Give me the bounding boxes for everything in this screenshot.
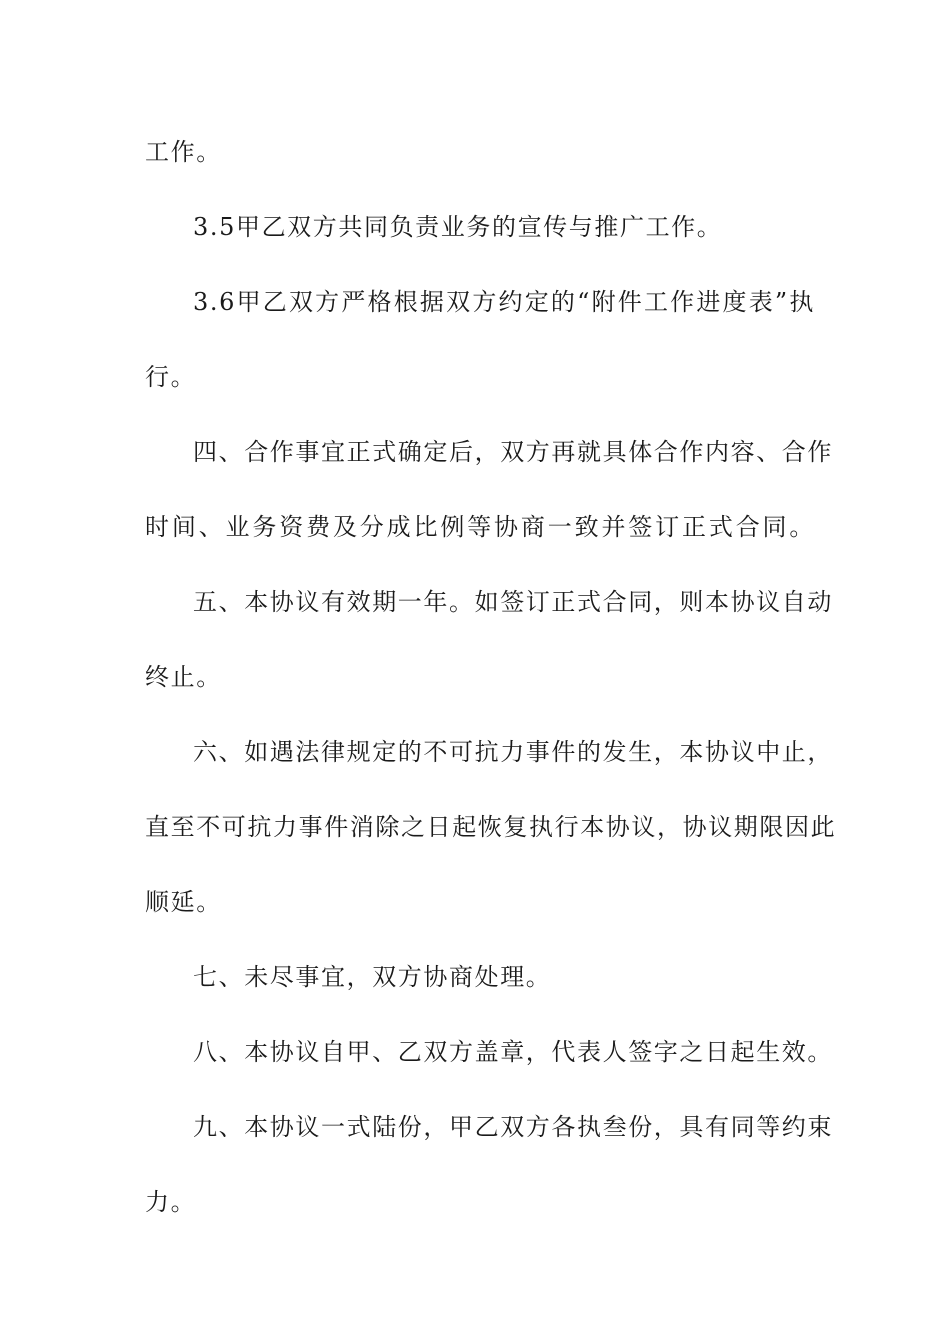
text-line: 直至不可抗力事件消除之日起恢复执行本协议，协议期限因此 <box>145 813 837 841</box>
text-line: 五、本协议有效期一年。如签订正式合同，则本协议自动 <box>193 588 833 616</box>
text-line: 九、本协议一式陆份，甲乙双方各执叁份，具有同等约束 <box>193 1113 833 1141</box>
text-line: 八、本协议自甲、乙双方盖章，代表人签字之日起生效。 <box>193 1038 833 1066</box>
text-line: 六、如遇法律规定的不可抗力事件的发生，本协议中止， <box>193 738 833 766</box>
text-line: 行。 <box>145 363 197 391</box>
text-line: 3.6甲乙双方严格根据双方约定的“附件工作进度表”执 <box>193 288 815 316</box>
text-line: 力。 <box>145 1188 197 1216</box>
text-line: 时间、业务资费及分成比例等协商一致并签订正式合同。 <box>145 513 815 541</box>
text-line: 顺延。 <box>145 888 222 916</box>
text-line: 终止。 <box>145 663 222 691</box>
text-line: 工作。 <box>145 138 222 166</box>
text-line: 3.5甲乙双方共同负责业务的宣传与推广工作。 <box>193 213 723 241</box>
text-line: 七、未尽事宜，双方协商处理。 <box>193 963 552 991</box>
text-line: 四、合作事宜正式确定后，双方再就具体合作内容、合作 <box>193 438 833 466</box>
